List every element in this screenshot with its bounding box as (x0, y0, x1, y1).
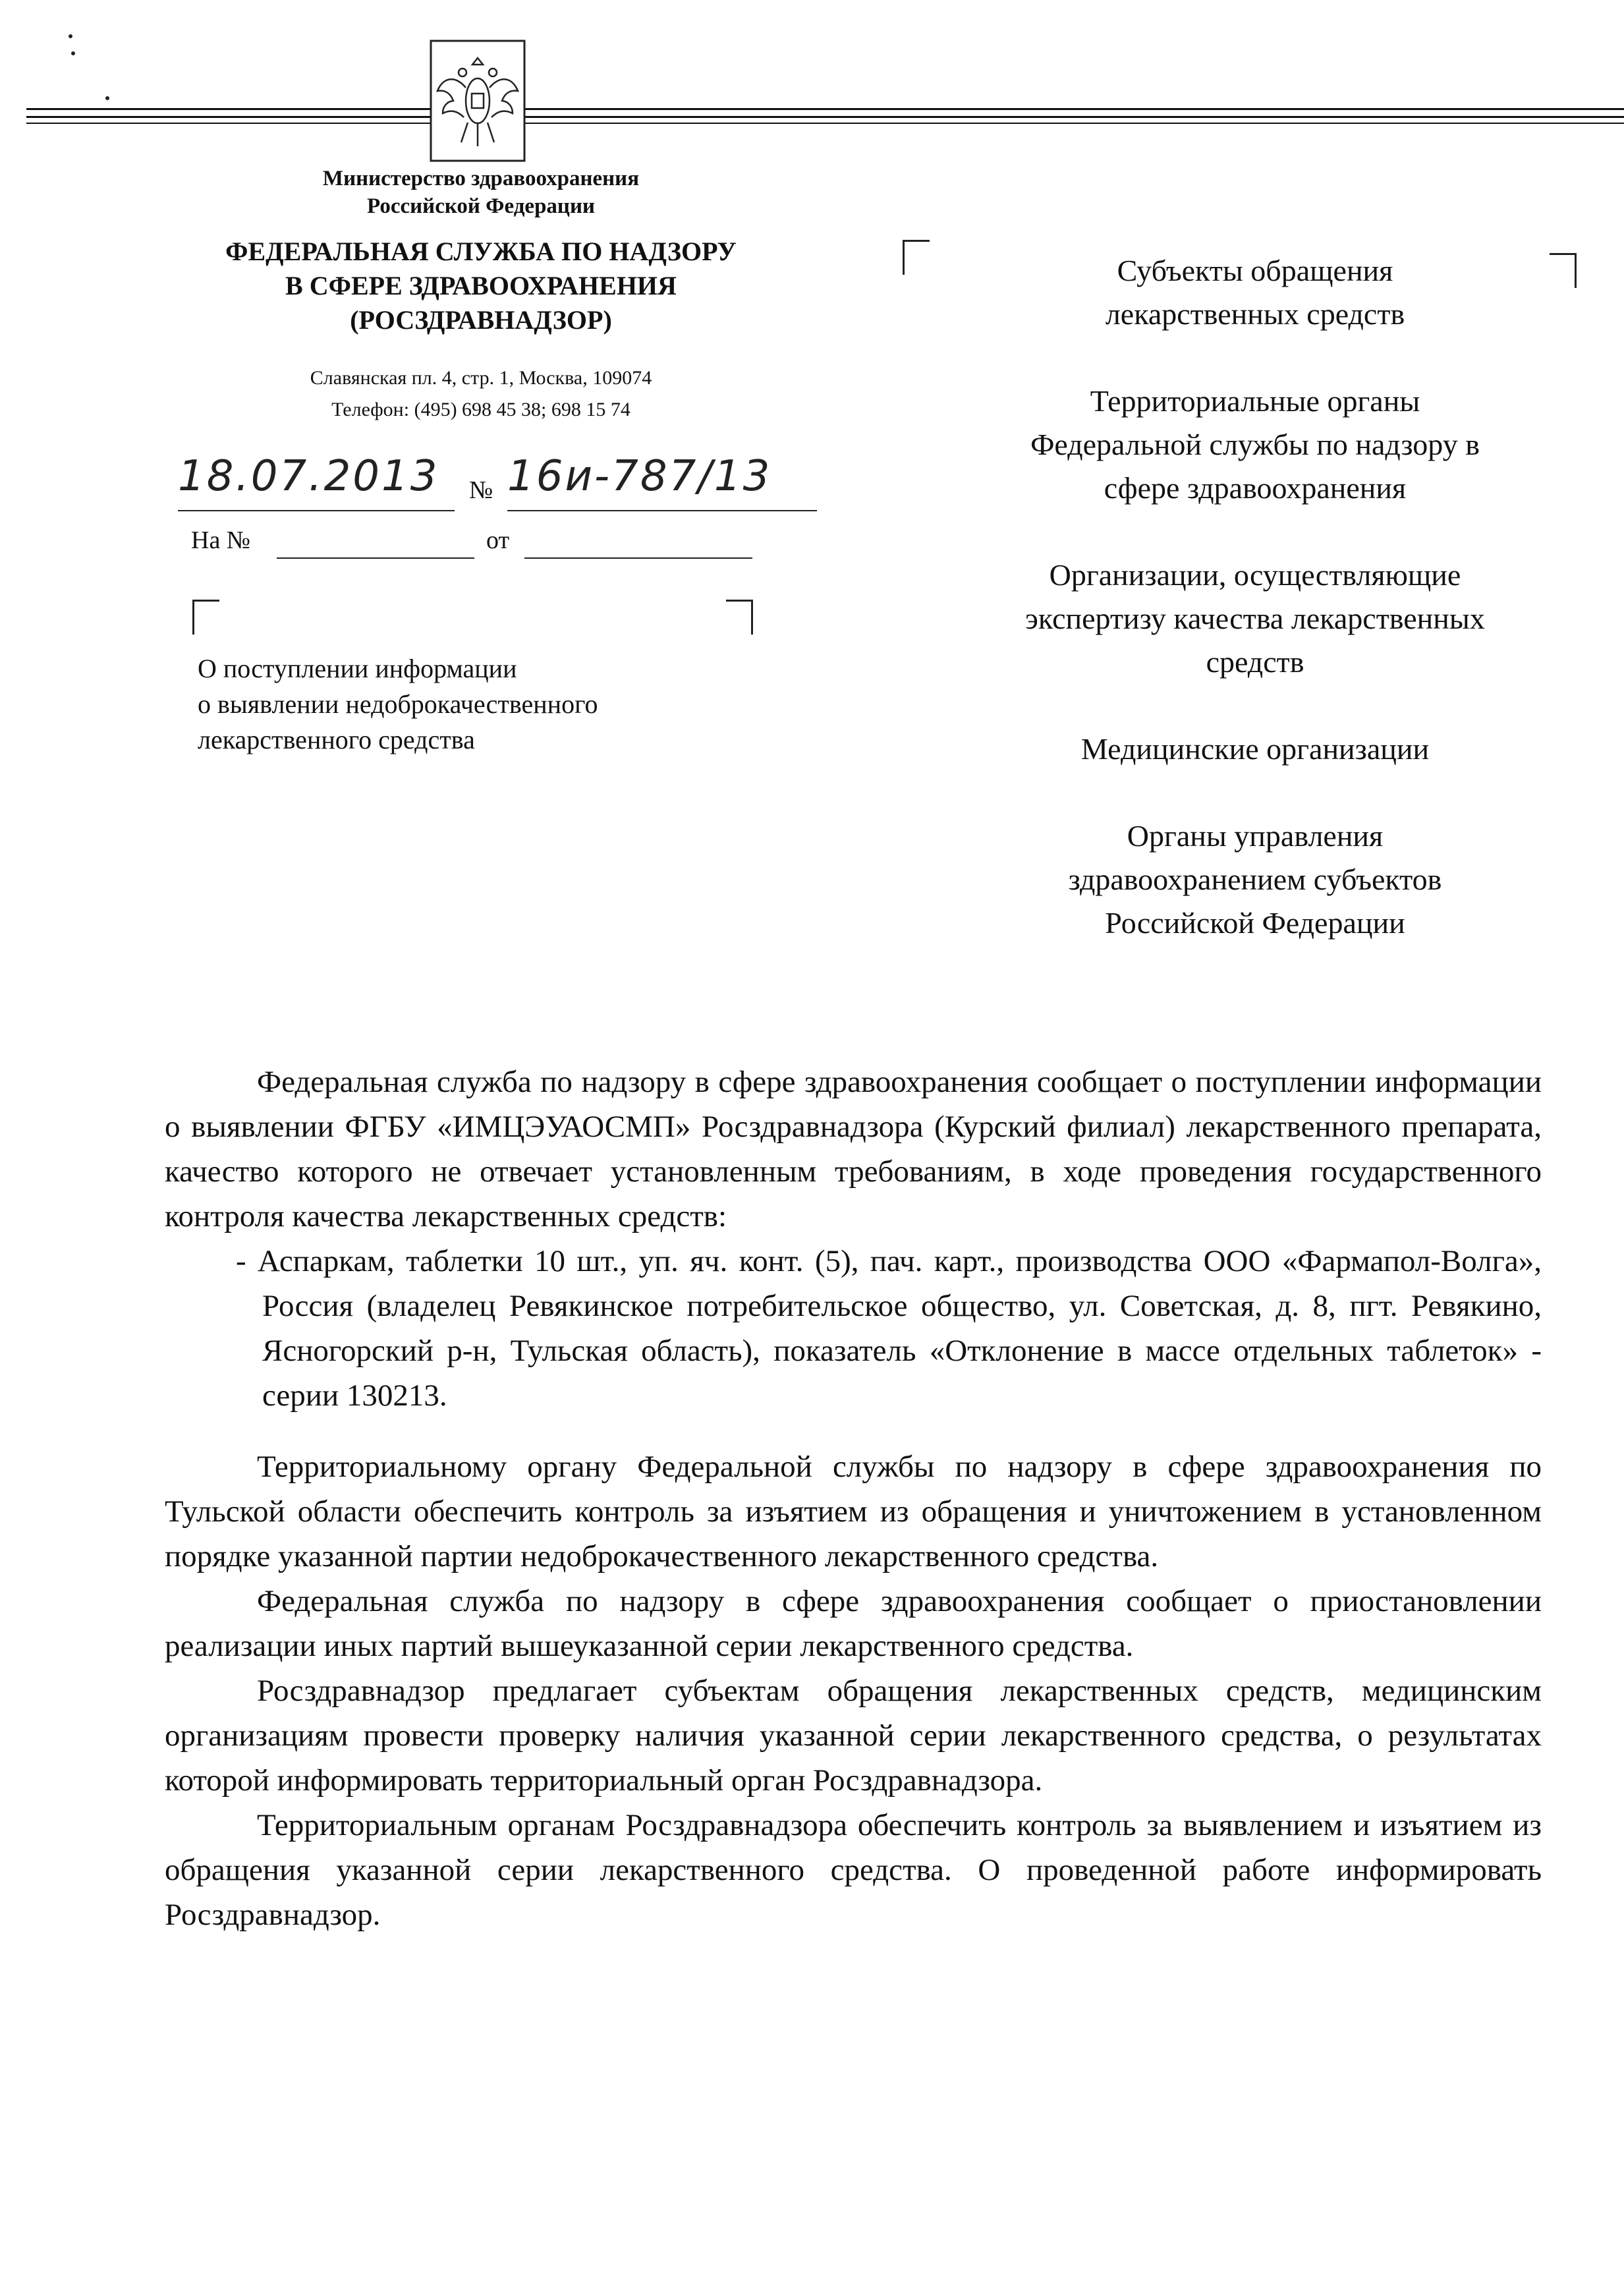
handwritten-number: 16и-787/13 (507, 452, 772, 501)
bracket-top-right (726, 600, 753, 635)
recipient (922, 380, 1588, 510)
recipient-line: Медицинские организации (1080, 732, 1430, 766)
recipient-line: Органы управления (1127, 819, 1384, 853)
recipient (922, 727, 1588, 771)
recipient-line: Территориальные органы (1090, 384, 1420, 418)
body-paragraph: Федеральная служба по надзору в сфере здравоохранения сообщает о поступлении информации о выявлении ФГБУ «ИМЦЭУАОСМП» Росздравнадзора (Курский филиал) лекарственного препарата, качество которого не отвечает установленным требованиям, в ходе проведения государственного контроля качества лекарственных средств: (165, 1065, 1542, 1233)
scan-speck (71, 51, 75, 55)
body-paragraph: Росздравнадзор предлагает субъектам обращения лекарственных средств, медицинским организациям провести проверку наличия указанной серии лекарственного средства, о результатах которой информировать территориальный орган Росздравнадзора. (165, 1674, 1542, 1798)
recipient (922, 553, 1588, 684)
recipient (922, 814, 1588, 945)
recipient-line: Федеральной службы по надзору в (1030, 428, 1480, 461)
body-paragraph: Федеральная служба по надзору в сфере здравоохранения сообщает о приостановлении реализации иных партий вышеуказанной серии лекарственного средства. (165, 1584, 1542, 1663)
recipient-line: Российской Федерации (1105, 906, 1405, 940)
handwritten-date: 18.07.2013 (178, 452, 439, 501)
recipient-line: лекарственных средств (1105, 297, 1405, 331)
body-paragraph: Территориальному органу Федеральной службы по надзору в сфере здравоохранения по Тульской области обеспечить контроль за изъятием из обращения и уничтожением в установленном порядке указанной партии недоброкачественного лекарственного средства. (165, 1450, 1542, 1573)
recipient-line: здравоохранением субъектов (1068, 863, 1442, 896)
bracket-top-left (192, 600, 219, 635)
ministry-name (277, 165, 685, 220)
reference-date-blank (524, 557, 752, 559)
header-rule (26, 123, 1624, 124)
header-rule (26, 116, 1624, 118)
service-line: (РОСЗДРАВНАДЗОР) (350, 305, 612, 335)
coat-of-arms-emblem (428, 38, 527, 163)
letter-subject (198, 651, 791, 758)
body-paragraph: Территориальным органам Росздравнадзора обеспечить контроль за выявлением и изъятием из обращения указанной серии лекарственного средства. О проведенной работе информировать Росздравнадзор. (165, 1808, 1542, 1932)
number-sign: № (469, 476, 493, 504)
recipient-line: средств (1206, 645, 1304, 679)
subject-line: О поступлении информации (198, 654, 517, 683)
recipient-line: Субъекты обращения (1117, 254, 1393, 287)
service-address (217, 362, 744, 426)
recipient (922, 249, 1588, 336)
number-underline (507, 510, 817, 511)
letter-body (165, 1060, 1542, 1937)
ministry-line: Министерство здравоохранения (322, 167, 640, 190)
recipients-block (922, 249, 1588, 988)
scan-speck (69, 34, 72, 38)
service-line: В СФЕРЕ ЗДРАВООХРАНЕНИЯ (285, 271, 677, 300)
recipient-line: сфере здравоохранения (1104, 471, 1407, 505)
header-rule (26, 108, 1624, 110)
subject-line: лекарственного средства (198, 725, 475, 754)
service-line: ФЕДЕРАЛЬНАЯ СЛУЖБА ПО НАДЗОРУ (225, 237, 737, 266)
recipient-line: экспертизу качества лекарственных (1025, 602, 1485, 635)
date-underline (178, 510, 455, 511)
reference-number-blank (277, 557, 474, 559)
ministry-line: Российской Федерации (367, 194, 595, 218)
phone-line: Телефон: (495) 698 45 38; 698 15 74 (331, 399, 630, 420)
recipient-line: Организации, осуществляющие (1049, 558, 1461, 592)
reference-number-label: На № (191, 526, 251, 554)
subject-line: о выявлении недоброкачественного (198, 689, 598, 719)
service-name (158, 235, 804, 337)
scan-speck (105, 96, 109, 100)
drug-list-item: - Аспаркам, таблетки 10 шт., уп. яч. конт. (5), пач. карт., производства ООО «Фармапол-Волга», Россия (владелец Ревякинское потребительское общество, ул. Советская, д. 8, пгт. Ревякино, Ясногорский р-н, Тульская область), показатель «Отклонение в массе отдельных таблеток» - серии 130213. (236, 1244, 1542, 1413)
reference-date-label: от (486, 526, 510, 554)
address-line: Славянская пл. 4, стр. 1, Москва, 109074 (310, 367, 652, 389)
